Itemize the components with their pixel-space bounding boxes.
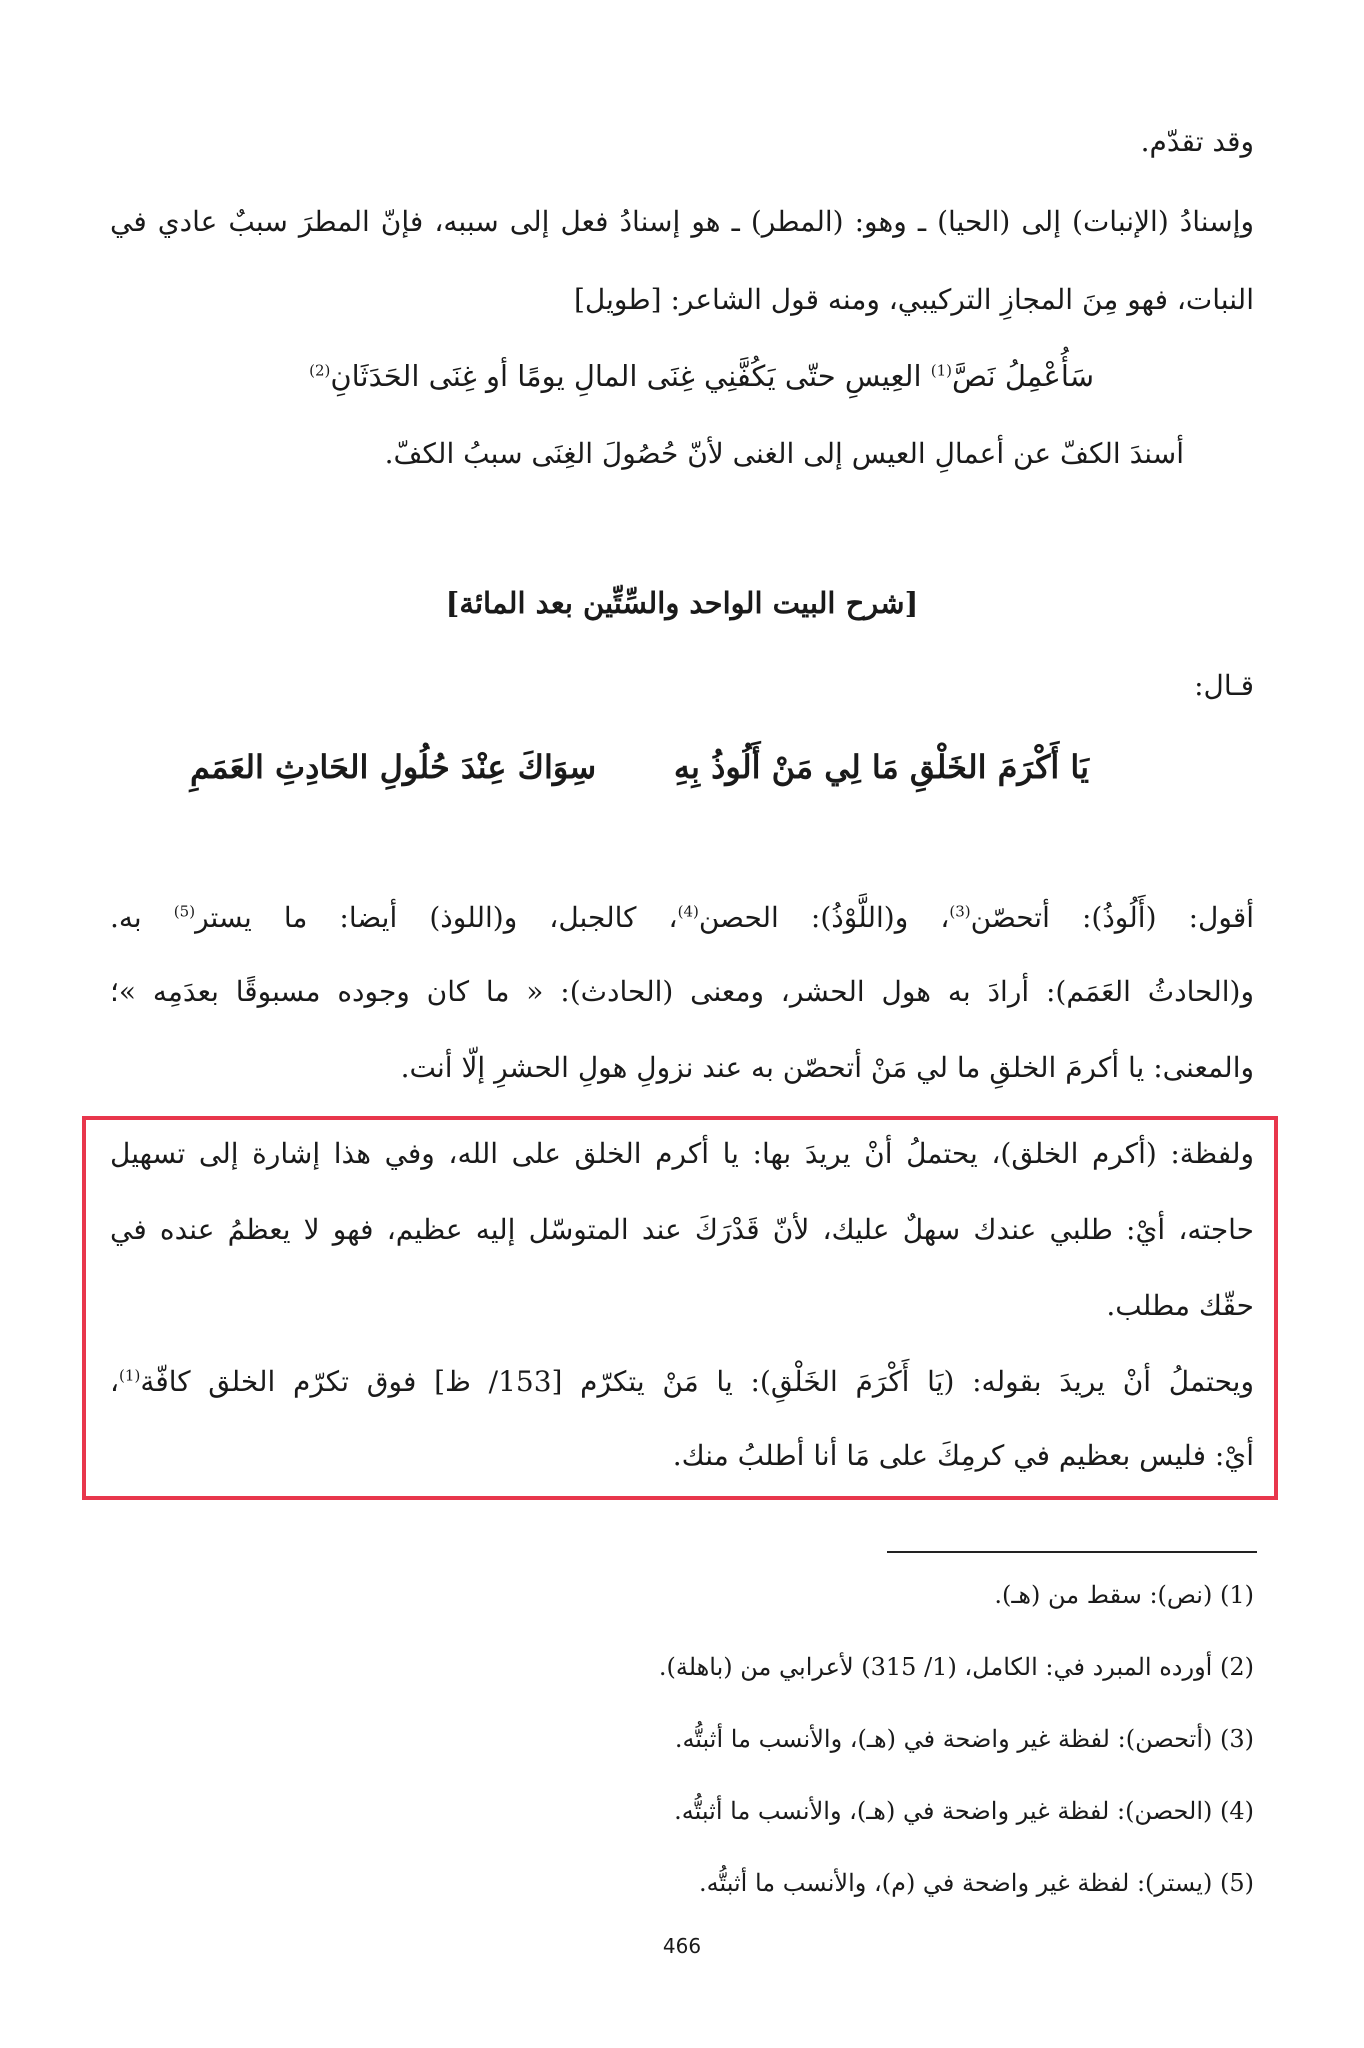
verse-first-hemistich: يَا أَكْرَمَ الخَلْقِ مَا لِي مَنْ أَلُوذُ بِهِ	[673, 748, 1089, 786]
text-span: أقول: (أَلُوذُ): أتحصّن	[970, 901, 1254, 934]
footnote: (5) (يستر): لفظة غير واضحة في (م)، والأنسب ما أثبتُّه.	[698, 1869, 1254, 1897]
poem-line	[110, 356, 1094, 396]
text-line: حقّك مطلب.	[1106, 1289, 1254, 1322]
poem-text: العِيسِ حتّى يَكُفَّنِي غِنَى المالِ يومًا أو غِنَى الحَدَثَانِ	[330, 359, 931, 393]
page-number: 466	[662, 1934, 702, 1958]
footnote-marker: (3)	[949, 902, 971, 921]
text-line	[110, 1362, 1254, 1402]
footnote: (4) (الحصن): لفظة غير واضحة في (هـ)، والأنسب ما أثبتُّه.	[674, 1797, 1254, 1825]
text-span: به.	[110, 901, 174, 934]
text-line: النبات، فهو مِنَ المجازِ التركيبي، ومنه قول الشاعر: [طويل]	[573, 283, 1254, 316]
text-line: و(الحادثُ العَمَم): أرادَ به هول الحشر، ومعنى (الحادث): « ما كان وجوده مسبوقًا بعدَمِه »؛	[110, 975, 1254, 1008]
footnote-marker: (1)	[930, 361, 953, 380]
text-line: أسندَ الكفّ عن أعمالِ العيس إلى الغنى لأنّ حُصُولَ الغِنَى سببُ الكفّ.	[384, 437, 1184, 470]
text-span: ويحتملُ أنْ يريدَ بقوله: (يَا أَكْرَمَ الخَلْقِ): يا مَنْ يتكرّم [153/ ظ] فوق تكرّم الخلق كافّة	[140, 1365, 1254, 1398]
footnote-separator	[887, 1551, 1257, 1553]
section-heading: [شرح البيت الواحد والسِّتِّين بعد المائة]	[445, 586, 919, 620]
text-line: ولفظة: (أكرم الخلق)، يحتملُ أنْ يريدَ بها: يا أكرم الخلق على الله، وفي هذا إشارة إلى تسهيل	[110, 1137, 1254, 1170]
qal-label: قـال:	[1194, 669, 1254, 702]
verse-second-hemistich: سِوَاكَ عِنْدَ حُلُولِ الحَادِثِ العَمَمِ	[190, 748, 597, 786]
footnote-marker: (2)	[309, 361, 331, 380]
footnote-marker: (4)	[677, 902, 699, 921]
text-line: والمعنى: يا أكرمَ الخلقِ ما لي مَنْ أتحصّن به عند نزولِ هولِ الحشرِ إلّا أنت.	[400, 1051, 1254, 1084]
text-line: وإسنادُ (الإنبات) إلى (الحيا) ـ وهو: (المطر) ـ هو إسنادُ فعل إلى سببه، فإنّ المطرَ سببٌ عادي في	[110, 205, 1254, 238]
footnote-marker: (5)	[173, 902, 196, 921]
text-span: ،	[110, 1365, 120, 1398]
footnote-marker: (1)	[119, 1366, 141, 1385]
poem-text: سَأُعْمِلُ نَصَّ	[952, 359, 1094, 393]
text-span: ، كالجبل، و(اللوذ) أيضا: ما يستر	[195, 901, 678, 934]
footnote: (2) أورده المبرد في: الكامل، (1/ 315) لأعرابي من (باهلة).	[658, 1653, 1254, 1681]
footnote: (1) (نص): سقط من (هـ).	[994, 1581, 1254, 1609]
text-line	[110, 898, 1254, 938]
text-line: وقد تقدّم.	[1140, 125, 1254, 158]
footnote: (3) (أتحصن): لفظة غير واضحة في (هـ)، والأنسب ما أثبتُّه.	[674, 1725, 1254, 1753]
text-span: ، و(اللَّوْذُ): الحصن	[698, 901, 950, 934]
text-line: أيْ: فليس بعظيم في كرمِكَ على مَا أنا أطلبُ منك.	[672, 1439, 1254, 1472]
text-line: حاجته، أيْ: طلبي عندك سهلٌ عليك، لأنّ قَدْرَكَ عند المتوسّل إليه عظيم، فهو لا يعظمُ عنده في	[110, 1213, 1254, 1246]
